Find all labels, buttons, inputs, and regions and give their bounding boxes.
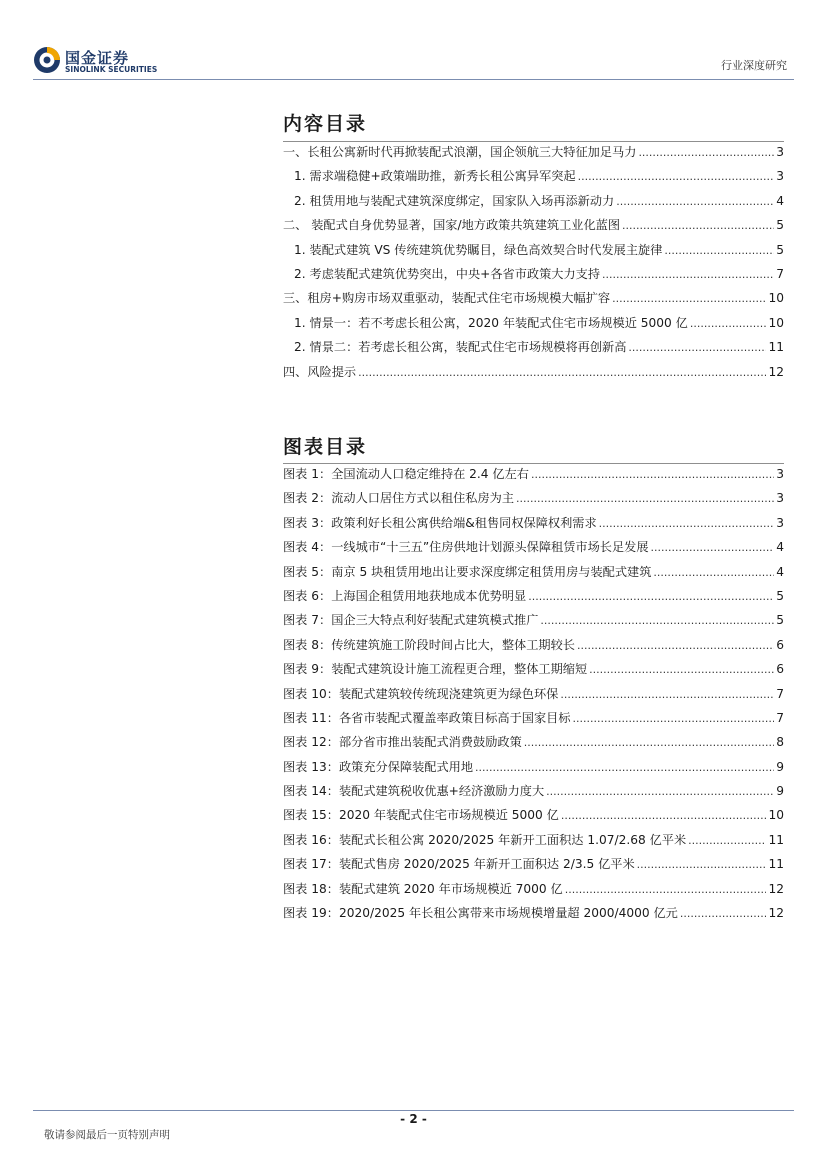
figure-item[interactable] [283,465,784,489]
figure-item-page: 4 [776,540,784,555]
toc-item-label: 2. 租赁用地与装配式建筑深度绑定，国家队入场再添新动力 [294,193,615,208]
figure-item[interactable] [283,904,784,928]
dot-leader [602,268,774,281]
figure-item-page: 3 [776,515,784,530]
figure-item[interactable] [283,611,784,635]
dot-leader [680,907,767,920]
dot-leader [638,146,774,159]
figure-item-page: 12 [768,906,784,921]
toc-item[interactable] [283,143,784,167]
dot-leader [546,785,774,798]
figure-item-label: 图表 3：政策利好长租公寓供给端&租售同权保障权利需求 [283,515,597,530]
dot-leader [560,688,774,701]
toc-item-page: 12 [768,364,784,379]
dot-leader [524,736,774,749]
figure-item-label: 图表 16：装配式长租公寓 2020/2025 年新开工面积达 1.07/2.68 亿平米 [283,832,687,847]
toc-item-page: 5 [776,218,784,233]
page-header [0,0,827,82]
figure-item[interactable] [283,587,784,611]
toc-item[interactable] [283,363,784,387]
header-divider [33,79,794,80]
figure-item-label: 图表 17：装配式售房 2020/2025 年新开工面积达 2/3.5 亿平米 [283,857,635,872]
figure-item[interactable] [283,660,784,684]
figure-item-label: 图表 1：全国流动人口稳定维持在 2.4 亿左右 [283,467,529,481]
figure-item-page: 5 [776,588,784,603]
toc-item-label: 1. 装配式建筑 VS 传统建筑优势瞩目，绿色高效契合时代发展主旋律 [294,242,663,257]
toc-item[interactable] [283,241,784,265]
figure-item-page: 11 [768,832,784,847]
figure-item[interactable] [283,758,784,782]
figure-title-divider [283,463,784,464]
toc-item-page: 5 [776,242,784,257]
figure-list [283,465,784,928]
toc-item-page: 3 [776,145,784,159]
figure-item-label: 图表 10：装配式建筑较传统现浇建筑更为绿色环保 [283,686,559,701]
dot-leader [690,317,767,330]
toc-item-label: 1. 情景一：若不考虑长租公寓，2020 年装配式住宅市场规模近 5000 亿 [294,315,688,330]
dot-leader [561,809,767,822]
figure-item-page: 12 [768,881,784,896]
figure-item[interactable] [283,709,784,733]
figure-item-label: 图表 2：流动人口居住方式以租住私房为主 [283,491,515,506]
toc-item[interactable] [283,216,784,240]
toc-item-page: 10 [768,291,784,306]
figure-item-label: 图表 12：部分省市推出装配式消费鼓励政策 [283,735,522,750]
toc-item-page: 4 [776,193,784,208]
dot-leader [516,492,774,505]
dot-leader [573,712,775,725]
figure-item-page: 8 [776,735,784,750]
figure-item-label: 图表 13：政策充分保障装配式用地 [283,759,474,774]
toc-item[interactable] [283,167,784,191]
dot-leader [664,244,774,257]
figure-item-label: 图表 19：2020/2025 年长租公寓带来市场规模增量超 2000/4000 亿元 [283,906,678,921]
toc-item-label: 四、风险提示 [283,364,357,379]
toc-title-divider [283,141,784,142]
figure-item-label: 图表 18：装配式建筑 2020 年市场规模近 7000 亿 [283,881,563,896]
figure-item[interactable] [283,733,784,757]
figure-item-page: 6 [776,662,784,677]
dot-leader [637,858,767,871]
figure-item[interactable] [283,636,784,660]
dot-leader [589,663,774,676]
dot-leader [578,170,775,183]
dot-leader [599,517,775,530]
logo-text-en: SINOLINK SECURITIES [65,65,158,74]
figure-item[interactable] [283,782,784,806]
dot-leader [688,834,766,847]
figure-item-label: 图表 15：2020 年装配式住宅市场规模近 5000 亿 [283,808,559,823]
dot-leader [616,195,774,208]
dot-leader [528,590,774,603]
figure-item[interactable] [283,489,784,513]
logo-text-cn: 国金证券 [65,49,130,67]
dot-leader [622,219,774,232]
page-number: - 2 - [400,1112,427,1126]
dot-leader [475,761,774,774]
figure-item[interactable] [283,514,784,538]
figure-item[interactable] [283,855,784,879]
dot-leader [531,468,774,481]
toc-item-label: 三、租房+购房市场双重驱动，装配式住宅市场规模大幅扩容 [283,291,611,306]
dot-leader [628,341,766,354]
dot-leader [565,883,767,896]
toc-item[interactable] [283,338,784,362]
dot-leader [653,566,774,579]
figure-item-label: 图表 5：南京 5 块租赁用地出让要求深度绑定租赁用房与装配式建筑 [283,564,652,579]
figure-item[interactable] [283,880,784,904]
figure-item[interactable] [283,685,784,709]
toc-item[interactable] [283,192,784,216]
report-category: 行业深度研究 [721,59,787,72]
figure-item-page: 9 [776,759,784,774]
toc-item[interactable] [283,289,784,313]
toc-item-label: 二、 装配式自身优势显著，国家/地方政策共筑建筑工业化蓝图 [283,218,621,233]
dot-leader [540,614,774,627]
figure-item-page: 4 [776,564,784,579]
toc-item-label: 2. 情景二：若考虑长租公寓，装配式住宅市场规模将再创新高 [294,340,627,355]
figure-list-title: 图表目录 [283,436,368,458]
toc-item[interactable] [283,265,784,289]
figure-item-page: 7 [776,710,784,725]
toc-title: 内容目录 [283,113,368,135]
dot-leader [358,366,766,379]
figure-item-label: 图表 6：上海国企租赁用地获地成本优势明显 [283,588,527,603]
figure-item-page: 10 [768,808,784,823]
toc-item[interactable] [283,314,784,338]
dot-leader [612,292,766,305]
toc-item-page: 11 [768,340,784,355]
figure-item[interactable] [283,538,784,562]
figure-item-page: 9 [776,784,784,799]
footer-divider [33,1110,794,1111]
figure-item-label: 图表 4：一线城市“十三五”住房供地计划源头保障租赁市场长足发展 [283,540,649,555]
toc-item-label: 一、长租公寓新时代再掀装配式浪潮，国企领航三大特征加足马力 [283,145,637,159]
figure-item[interactable] [283,831,784,855]
toc-list [283,143,784,387]
sinolink-logo-icon [33,46,61,74]
figure-item-label: 图表 9：装配式建筑设计施工流程更合理，整体工期缩短 [283,662,588,677]
figure-item-page: 3 [776,467,784,481]
figure-item-page: 11 [768,857,784,872]
figure-item-label: 图表 14：装配式建筑税收优惠+经济激励力度大 [283,784,545,799]
figure-item-page: 3 [776,491,784,506]
toc-item-label: 2. 考虑装配式建筑优势突出，中央+各省市政策大力支持 [294,266,601,281]
disclaimer-note: 敬请参阅最后一页特别声明 [44,1129,170,1141]
figure-item-page: 5 [776,613,784,628]
dot-leader [651,541,775,554]
figure-item[interactable] [283,806,784,830]
toc-item-page: 10 [768,315,784,330]
figure-item-label: 图表 11：各省市装配式覆盖率政策目标高于国家目标 [283,710,571,725]
figure-item-page: 7 [776,686,784,701]
dot-leader [577,639,774,652]
figure-item[interactable] [283,563,784,587]
toc-item-page: 3 [776,169,784,184]
toc-item-page: 7 [776,266,784,281]
figure-item-label: 图表 7：国企三大特点利好装配式建筑模式推广 [283,613,539,628]
figure-item-page: 6 [776,637,784,652]
toc-item-label: 1. 需求端稳健+政策端助推，新秀长租公寓异军突起 [294,169,576,184]
figure-item-label: 图表 8：传统建筑施工阶段时间占比大，整体工期较长 [283,637,575,652]
